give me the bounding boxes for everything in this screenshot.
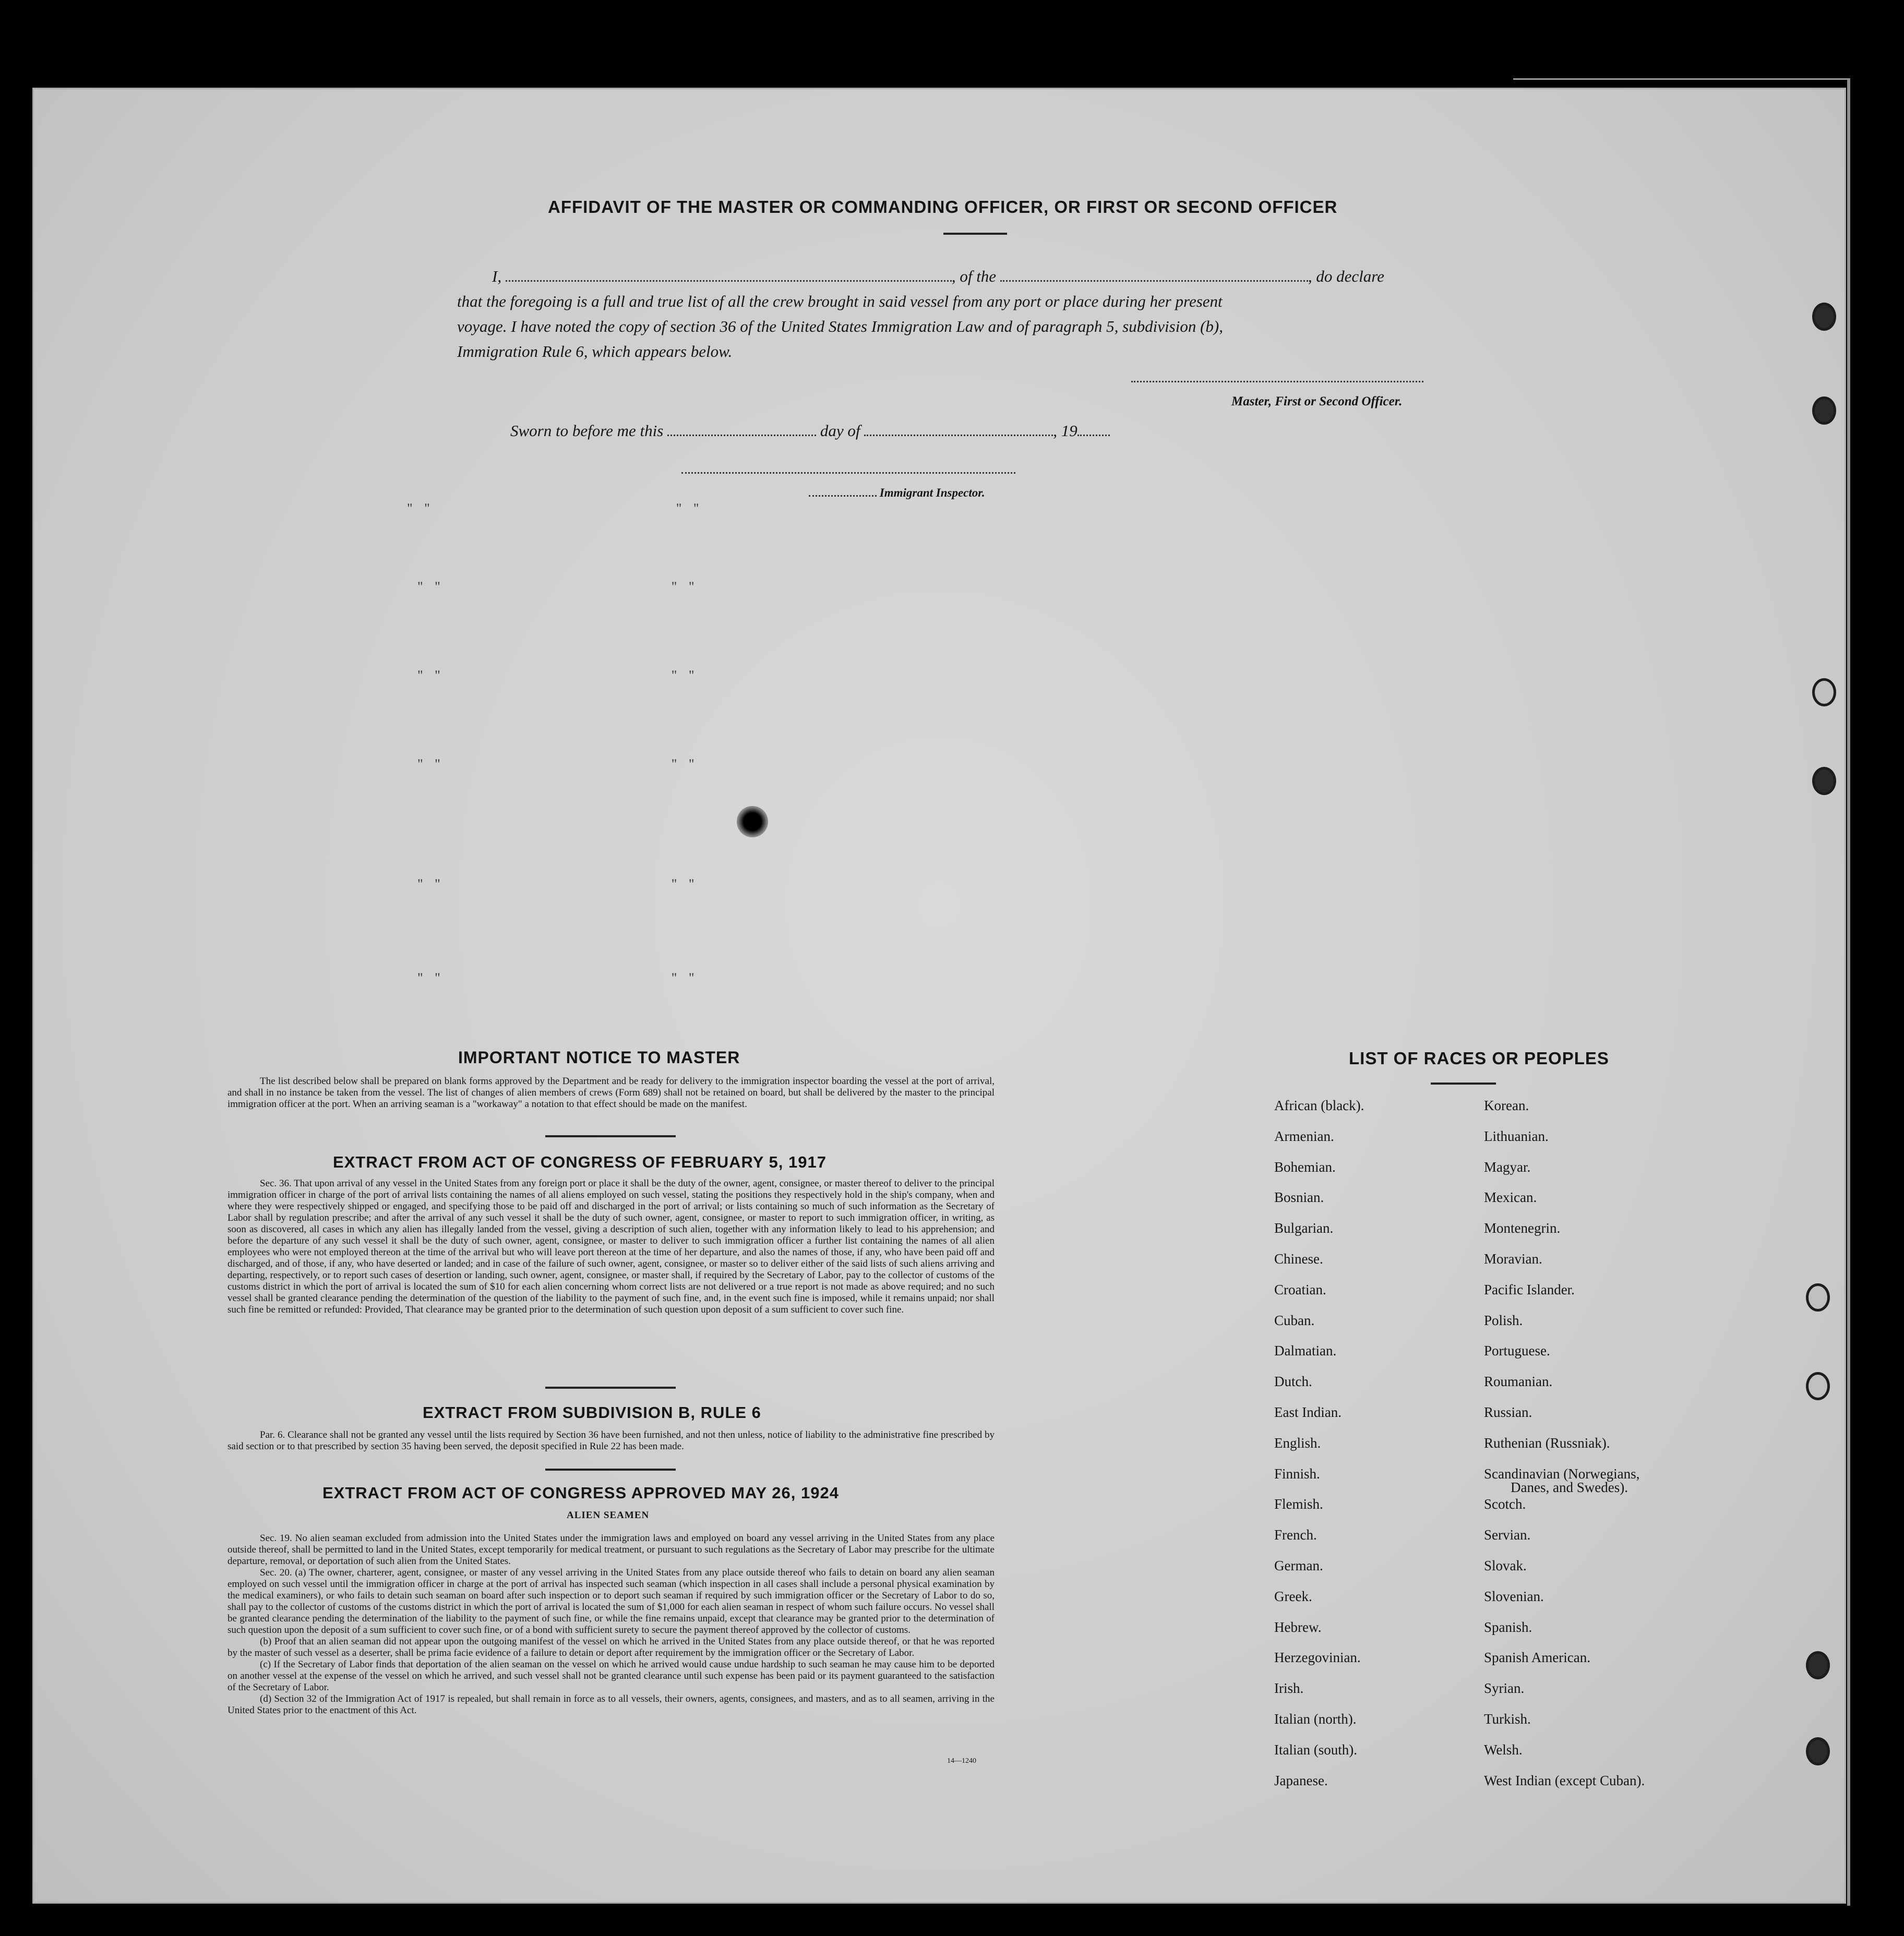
race-item: Scotch. <box>1484 1496 1526 1512</box>
title-rule <box>943 233 1007 235</box>
race-item: Chinese. <box>1274 1251 1323 1267</box>
extract-1917-title: EXTRACT FROM ACT OF CONGRESS OF FEBRUARY 5, 1917 <box>333 1153 827 1171</box>
inspector-signature-line <box>809 486 985 500</box>
affidavit-line-2: that the foregoing is a full and true list of all the crew brought in said vessel from any port or place during her present <box>457 292 1223 310</box>
inspector-dash-field <box>809 495 877 497</box>
master-signature-label: Master, First or Second Officer. <box>1231 394 1403 408</box>
extract-rule6-rule <box>545 1469 676 1471</box>
binder-hole-icon <box>1812 678 1836 706</box>
race-item: German. <box>1274 1558 1323 1573</box>
races-rule <box>1431 1083 1496 1085</box>
race-item: Bosnian. <box>1274 1189 1324 1206</box>
race-item: Bohemian. <box>1274 1159 1336 1175</box>
ditto-marks: " " " " <box>417 970 699 985</box>
race-item: Herzegovinian. <box>1274 1650 1361 1666</box>
race-item: Croatian. <box>1274 1281 1326 1297</box>
race-item: Armenian. <box>1274 1128 1334 1144</box>
race-item: African (black). <box>1274 1098 1364 1113</box>
race-item: Hebrew. <box>1274 1619 1322 1635</box>
race-item: Roumanian. <box>1484 1374 1553 1390</box>
master-signature-field[interactable] <box>1131 381 1423 382</box>
race-item: Welsh. <box>1484 1741 1523 1758</box>
master-name-field[interactable] <box>506 280 952 282</box>
affidavit-line-1 <box>492 267 1536 286</box>
race-item: Dutch. <box>1274 1374 1312 1390</box>
extract-1917-rule <box>545 1387 676 1389</box>
race-item: East Indian. <box>1274 1404 1342 1420</box>
race-item: Polish. <box>1484 1312 1523 1328</box>
race-item: Turkish. <box>1484 1711 1531 1727</box>
binder-hole-icon <box>1806 1283 1830 1312</box>
race-item: Dalmatian. <box>1274 1343 1337 1359</box>
form-number: 14—1240 <box>947 1757 976 1765</box>
extract-1917-body: Sec. 36. That upon arrival of any vessel in the United States from any foreign port or place it shall be the duty of the owner, agent, consignee, or master thereof to deliver to the principal immigration officer in charge of the port of arrival lists containing the names of all aliens employed on such vessel, stating the positions they respectively hold in the ship's company, when and where they were respectively shipped or engaged, and specifying those to be paid off and discharged in the port of arrival; or lists containing so much of such information as the Secretary of Labor shall by regulation prescribe; and after the arrival of any such vessel it shall be the duty of such owner, agent, consignee, or master to report to such immigration officer, in writing, as soon as discovered, all cases in which any alien has illegally landed from the vessel, giving a description of such alien, together with any information likely to lead to his apprehension; and before the departure of any such vessel it shall be the duty of such owner, agent, consignee, or master to deliver to such immigration officer a further list containing the names of all alien employees who were not employed thereon at the time of the arrival but who will leave port thereon at the time of her departure, and also the names of those, if any, who have been paid off and discharged, and of those, if any, who have deserted or landed; and in case of the failure of such owner, agent, consignee, or master so to deliver either of the said lists of such aliens arriving and departing, respectively, or to report such cases of desertion or landing, such owner, agent, consignee, or master shall, if required by the Secretary of Labor, pay to the collector of customs of the customs district in which the port of arrival is located the sum of $10 for each alien concerning whom correct lists are not delivered or a true report is not made as above required; and no such vessel shall be granted clearance pending the determination of the question of the liability to the payment of such fine, and, in the event such fine is imposed, while it remains unpaid; nor shall such fine be remitted or refunded: Provided, That clearance may be granted prior to the determination of such question upon deposit of a sum sufficient to cover such fine. <box>227 1178 995 1315</box>
race-item: Syrian. <box>1484 1680 1525 1697</box>
ink-blot <box>737 806 768 837</box>
race-item: Cuban. <box>1274 1312 1315 1328</box>
ditto-marks: " " " " <box>417 876 699 892</box>
sworn-line <box>510 422 1110 440</box>
notice-body: The list described below shall be prepared on blank forms approved by the Department and be ready for delivery to the immigration inspector boarding the vessel at the port of arrival, and shall in no instance be taken from the vessel. The list of changes of alien members of crews (Form 689) shall not be retained on board, but shall be delivered by the master to the principal immigration officer at the port. When an arriving seaman is a "workaway" a notation to that effect should be made on the manifest. <box>227 1076 995 1110</box>
extract-1924-body <box>227 1533 995 1716</box>
race-item: Danes, and Swedes). <box>1511 1479 1628 1495</box>
binder-hole-icon <box>1806 1372 1830 1400</box>
race-item: Bulgarian. <box>1274 1220 1334 1236</box>
vessel-name-field[interactable] <box>1000 280 1308 282</box>
alien-seamen-subtitle: ALIEN SEAMEN <box>567 1510 650 1521</box>
race-item: Russian. <box>1484 1404 1532 1420</box>
binder-hole-icon <box>1812 767 1836 795</box>
affidavit-of-the-label: , of the <box>951 267 997 285</box>
affidavit-declare-label: , do declare <box>1308 267 1384 285</box>
race-item: Spanish American. <box>1484 1650 1590 1666</box>
ditto-marks: " " " " <box>407 501 703 516</box>
ditto-marks: " " " " <box>417 756 699 772</box>
race-item: Flemish. <box>1274 1496 1323 1512</box>
race-item: French. <box>1274 1527 1317 1543</box>
race-item: Portuguese. <box>1484 1343 1550 1359</box>
race-item: Mexican. <box>1484 1189 1537 1206</box>
sec-20c-paragraph: (c) If the Secretary of Labor finds that deportation of the alien seaman on the vessel on which he arrived would cause undue hardship to such seaman he may cause him to be deported on another vessel at the expense of the vessel on which he arrived, and such vessel shall not be granted clearance until such expense has been paid or its payment guaranteed to the satisfaction of the Secretary of Labor. <box>227 1659 995 1693</box>
race-item: Greek. <box>1274 1588 1312 1604</box>
sec-20a-paragraph: Sec. 20. (a) The owner, charterer, agent, consignee, or master of any vessel arriving in the United States from any place outside thereof who fails to detain on board any alien seaman employed on such vessel until the immigration officer in charge at the port of arrival has inspected such seaman (which inspection in all cases shall include a personal physical examination by the medical examiners), or who fails to detain such seaman on board after such inspection or to deport such seaman if required by such immigration officer or the Secretary of Labor to do so, shall pay to the collector of customs of the customs district in which the port of arrival is located the sum of $1,000 for each alien seaman in respect of whom such failure occurs. No vessel shall be granted clearance pending the determination of the liability to the payment of such fine, or while the fine remains unpaid, except that clearance may be granted prior to the determination of such question upon the deposit of a sum sufficient to cover such fine, or of a bond with sufficient surety to secure the payment thereof approved by the collector of customs. <box>227 1567 995 1636</box>
sec-20d-paragraph: (d) Section 32 of the Immigration Act of 1917 is repealed, but shall remain in force as to all vessels, their owners, agents, consignees, and masters, and as to all seamen, arriving in the United States prior to the enactment of this Act. <box>227 1693 995 1716</box>
race-item: Ruthenian (Russniak). <box>1484 1435 1610 1451</box>
sworn-year-field[interactable] <box>1077 435 1110 436</box>
sworn-month-field[interactable] <box>864 435 1053 436</box>
extract-rule6-body: Par. 6. Clearance shall not be granted any vessel until the lists required by Section 36 have been furnished, and not then unless, notice of liability to the administrative fine prescribed by said section or to that prescribed by section 35 having been served, the deposit specified in Rule 22 has been made. <box>227 1429 995 1452</box>
race-item: Pacific Islander. <box>1484 1281 1575 1297</box>
affidavit-title: AFFIDAVIT OF THE MASTER OR COMMANDING OFFICER, OR FIRST OR SECOND OFFICER <box>548 197 1338 217</box>
notice-title: IMPORTANT NOTICE TO MASTER <box>458 1048 740 1067</box>
extract-1924-title: EXTRACT FROM ACT OF CONGRESS APPROVED MAY 26, 1924 <box>322 1484 839 1502</box>
race-item: Moravian. <box>1484 1251 1542 1267</box>
sec-19-paragraph: Sec. 19. No alien seaman excluded from admission into the United States under the immigration laws and employed on board any vessel arriving in the United States from any place outside thereof, shall be permitted to land in the United States, except temporarily for medical treatment, or pursuant to such regulations as the Secretary of Labor may prescribe for the ultimate departure, removal, or deportation of such alien from the United States. <box>227 1533 995 1567</box>
sworn-day-field[interactable] <box>667 435 816 436</box>
affidavit-line-4: Immigration Rule 6, which appears below. <box>457 342 733 360</box>
sworn-prefix-label: Sworn to before me this <box>510 422 664 440</box>
race-item: Slovak. <box>1484 1558 1527 1573</box>
race-item: Finnish. <box>1274 1465 1320 1482</box>
notice-rule <box>545 1135 676 1137</box>
race-item: Japanese. <box>1274 1772 1328 1788</box>
affidavit-i-label: I, <box>492 267 502 285</box>
race-item: Magyar. <box>1484 1159 1531 1175</box>
race-item: Italian (south). <box>1274 1741 1357 1758</box>
inspector-signature-field[interactable] <box>681 472 1015 474</box>
sworn-day-of-label: day of <box>820 422 860 440</box>
race-item: West Indian (except Cuban). <box>1484 1772 1645 1788</box>
binder-hole-icon <box>1812 303 1836 331</box>
race-item: Lithuanian. <box>1484 1128 1549 1144</box>
races-title: LIST OF RACES OR PEOPLES <box>1349 1049 1609 1068</box>
inspector-label: Immigrant Inspector. <box>879 486 985 499</box>
race-item: Servian. <box>1484 1527 1531 1543</box>
affidavit-line-3: voyage. I have noted the copy of section 36 of the United States Immigration Law and of paragraph 5, subdivision (b), <box>457 317 1223 335</box>
ditto-marks: " " " " <box>417 579 699 594</box>
sec-20b-paragraph: (b) Proof that an alien seaman did not appear upon the outgoing manifest of the vessel on which he arrived in the United States from any place outside thereof, or that he was reported by the master of such vessel as a deserter, shall be prima facie evidence of a failure to detain or deport after requirement by the immigration officer or the Secretary of Labor. <box>227 1636 995 1658</box>
race-item: Slovenian. <box>1484 1588 1544 1604</box>
race-item: Spanish. <box>1484 1619 1532 1635</box>
race-item: Italian (north). <box>1274 1711 1357 1727</box>
ditto-marks: " " " " <box>417 668 699 683</box>
sworn-year-label: , 19 <box>1053 422 1077 440</box>
race-item: English. <box>1274 1435 1321 1451</box>
extract-rule6-title: EXTRACT FROM SUBDIVISION B, RULE 6 <box>423 1403 761 1422</box>
race-item: Korean. <box>1484 1098 1529 1113</box>
binder-hole-icon <box>1806 1737 1830 1765</box>
binder-hole-icon <box>1812 396 1836 425</box>
race-item: Montenegrin. <box>1484 1220 1561 1236</box>
race-item: Irish. <box>1274 1680 1304 1697</box>
race-item: Scandinavian (Norwegians, <box>1484 1465 1640 1482</box>
binder-hole-icon <box>1806 1651 1830 1679</box>
